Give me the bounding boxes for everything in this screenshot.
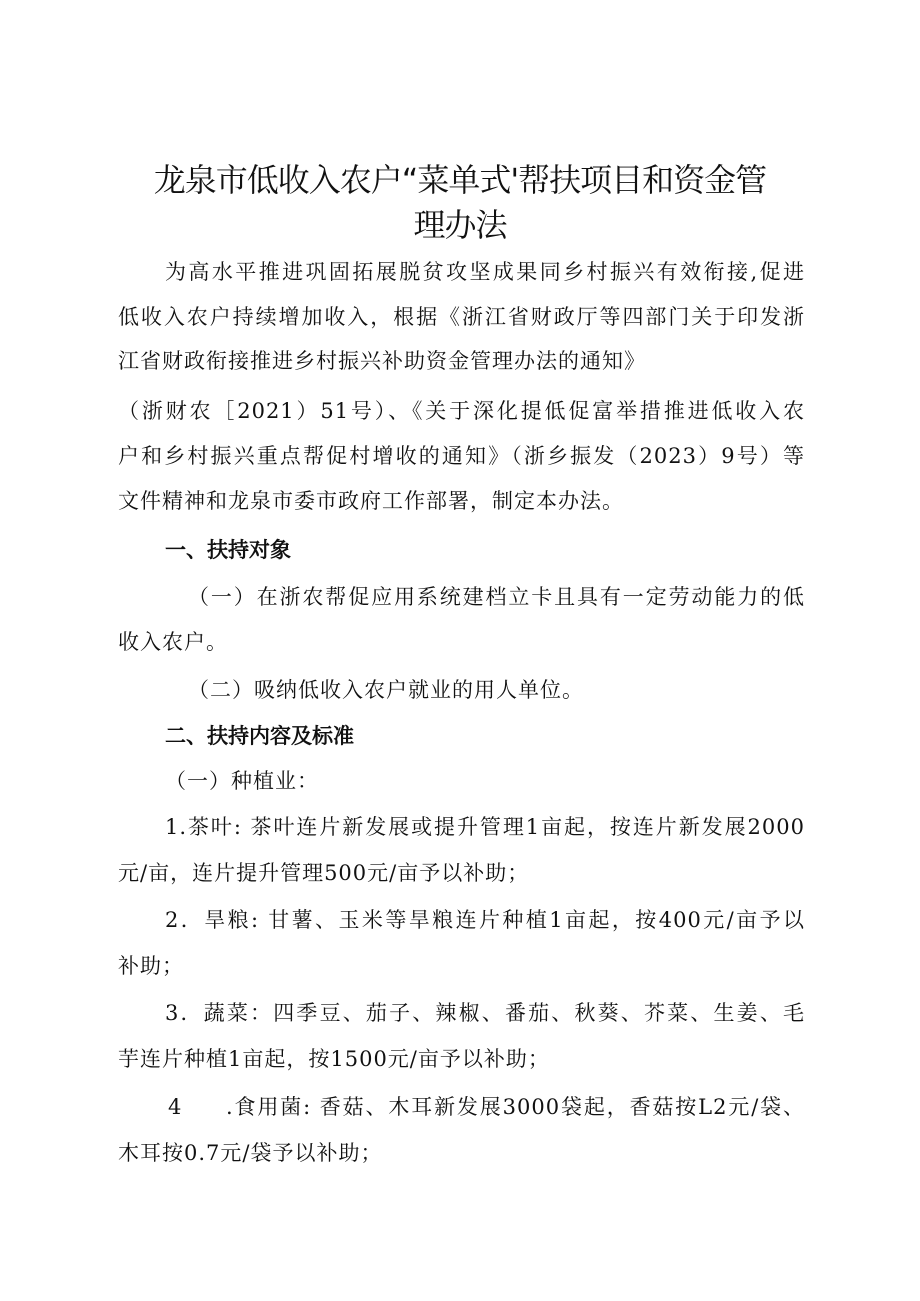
intro-line-2: 低收入农户持续增加收入，根据《浙江省财政厅等四部门关于印发浙 <box>118 305 805 329</box>
intro-line-5: 户和乡村振兴重点帮促村增收的通知》（浙乡振发（2023）9号）等 <box>118 444 805 468</box>
intro-line-6: 文件精神和龙泉市委市政府工作部署，制定本办法。 <box>118 489 624 513</box>
planting-item-2: 2．旱粮: 甘薯、玉米等旱粮连片种植1亩起，按400元/亩予以 <box>165 908 805 932</box>
planting-item-1-cont: 元/亩，连片提升管理500元/亩予以补助； <box>118 861 530 885</box>
planting-item-3-cont: 芋连片种植1亩起，按1500元/亩予以补助； <box>118 1047 550 1071</box>
section-2-sub-1: （一）种植业： <box>165 769 319 793</box>
planting-item-4: .食用菌: 香菇、木耳新发展3000袋起，香菇按L2元/袋、 <box>226 1095 805 1119</box>
intro-line-3: 江省财政衔接推进乡村振兴补助资金管理办法的通知》 <box>118 349 646 373</box>
intro-line-1: 为高水平推进巩固拓展脱贫攻坚成果同乡村振兴有效衔接,促进 <box>165 260 805 284</box>
document-title-line-2: 理办法 <box>413 206 507 244</box>
section-1-item-1: （一）在浙农帮促应用系统建档立卡且具有一定劳动能力的低 <box>188 585 805 609</box>
section-2-heading: 二、扶持内容及标准 <box>165 724 354 748</box>
intro-line-4: （浙财农［2021）51号）、《关于深化提低促富举措推进低收入农 <box>118 399 805 423</box>
section-1-item-1-cont: 收入农户。 <box>118 630 228 654</box>
section-1-heading: 一、扶持对象 <box>165 538 291 562</box>
planting-item-4-number: 4 <box>168 1095 183 1119</box>
planting-item-1: 1.茶叶: 茶叶连片新发展或提升管理1亩起，按连片新发展2000 <box>165 815 805 839</box>
planting-item-2-cont: 补助； <box>118 954 184 978</box>
document-title-line-1: 龙泉市低收入农户“菜单式'帮扶项目和资金管 <box>153 161 767 199</box>
section-1-item-2: （二）吸纳低收入农户就业的用人单位。 <box>188 678 584 702</box>
planting-item-3: 3．蔬菜：四季豆、茄子、辣椒、番茄、秋葵、芥菜、生姜、毛 <box>165 1001 805 1025</box>
planting-item-4-cont: 木耳按0.7元/袋予以补助； <box>118 1141 383 1165</box>
